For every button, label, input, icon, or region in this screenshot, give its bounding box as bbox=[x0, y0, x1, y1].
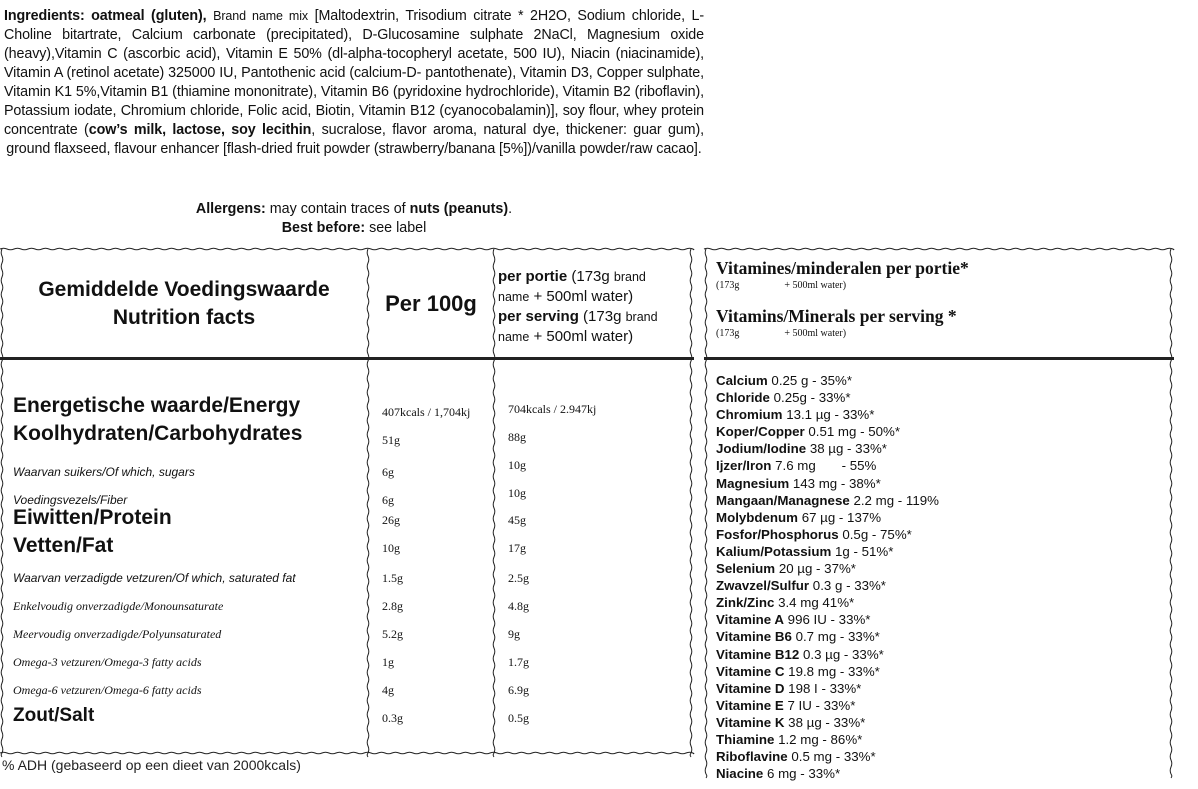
row-serving: 10g bbox=[508, 458, 526, 472]
vitamin-name: Thiamine bbox=[716, 731, 775, 747]
vitamin-name: Magnesium bbox=[716, 475, 790, 491]
vitamin-value: 0.5 mg - 33%* bbox=[787, 749, 876, 765]
ingredients-label: Ingredients: oatmeal (gluten), bbox=[4, 8, 207, 24]
vitamin-name: Chloride bbox=[716, 390, 770, 406]
nutrition-title-en: Nutrition facts bbox=[112, 305, 256, 329]
vsub-nl-a: (173g bbox=[716, 280, 740, 291]
vitamin-name: Zink/Zinc bbox=[716, 595, 775, 611]
vitamin-value: 38 µg - 33%* bbox=[784, 714, 866, 730]
vitamin-item bbox=[716, 697, 939, 714]
vitamin-name: Vitamine B12 bbox=[716, 646, 800, 662]
allergens-label: Allergens: bbox=[195, 201, 266, 217]
row-serving: 6.9g bbox=[508, 683, 529, 697]
row-serving: 45g bbox=[508, 513, 526, 527]
vitamin-value: 6 mg - 33%* bbox=[763, 766, 841, 782]
vitamin-item bbox=[716, 577, 939, 594]
serv-en-bold: per serving bbox=[498, 308, 579, 325]
serv-en-a: (173g bbox=[578, 308, 626, 325]
vitamin-item bbox=[716, 526, 939, 543]
vitamin-value: 67 µg - 137% bbox=[798, 509, 882, 525]
vitamin-value: 3.4 mg 41%* bbox=[774, 595, 855, 611]
row-per100: 4g bbox=[382, 683, 394, 697]
allergens-text: may contain traces of bbox=[265, 201, 410, 217]
vsub-en-a: (173g bbox=[716, 328, 740, 339]
serv-name: name bbox=[498, 290, 530, 304]
vitamin-name: Vitamine D bbox=[716, 680, 785, 696]
row-serving: 10g bbox=[508, 486, 526, 500]
vitamin-value: 0.3 g - 33%* bbox=[809, 578, 886, 594]
allergens-end: . bbox=[508, 201, 513, 217]
vitamin-item bbox=[716, 406, 939, 423]
row-per100: 6g bbox=[382, 493, 394, 507]
nutrition-row bbox=[0, 534, 694, 562]
vitamin-value: 2.2 mg - 119% bbox=[849, 492, 939, 508]
row-per100: 1g bbox=[382, 655, 394, 669]
vitamins-list bbox=[716, 372, 939, 782]
vitamin-item bbox=[716, 594, 939, 611]
row-serving: 9g bbox=[508, 627, 520, 641]
vitamin-item bbox=[716, 492, 939, 509]
vitamins-heading-nl: Vitamines/minderalen per portie* bbox=[716, 258, 969, 278]
vitamin-name: Vitamine E bbox=[716, 697, 784, 713]
vitamin-item bbox=[716, 765, 939, 782]
vitamin-item bbox=[716, 628, 939, 645]
row-serving: 17g bbox=[508, 541, 526, 555]
row-serving: 704kcals / 2.947kj bbox=[508, 402, 597, 416]
row-label: Omega-6 vetzuren/Omega-6 fatty acids bbox=[13, 683, 202, 697]
vitamins-heading-en: Vitamins/Minerals per serving * bbox=[716, 306, 957, 326]
vitamin-name: Ijzer/Iron bbox=[716, 458, 772, 474]
vitamin-name: Riboflavine bbox=[716, 749, 788, 765]
row-label: Eiwitten/Protein bbox=[13, 506, 172, 529]
vitamin-value: 198 I - 33%* bbox=[784, 680, 862, 696]
vitamin-item bbox=[716, 611, 939, 628]
serv-nl-b: + 500ml water) bbox=[529, 288, 634, 305]
vitamin-value: 143 mg - 38%* bbox=[789, 475, 881, 491]
vitamins-table bbox=[704, 247, 1174, 782]
vitamin-name: Molybdenum bbox=[716, 509, 798, 525]
row-label: Omega-3 vetzuren/Omega-3 fatty acids bbox=[13, 655, 202, 669]
vitamin-value: 1.2 mg - 86%* bbox=[774, 731, 863, 747]
vitamin-item bbox=[716, 457, 939, 474]
row-per100: 1.5g bbox=[382, 571, 403, 585]
vitamin-item bbox=[716, 731, 939, 748]
vitamin-name: Niacine bbox=[716, 766, 764, 782]
allergens-block bbox=[4, 200, 704, 238]
vitamin-item bbox=[716, 372, 939, 389]
nutrition-row bbox=[0, 705, 694, 733]
vitamin-name: Vitamine C bbox=[716, 663, 785, 679]
vitamin-item bbox=[716, 748, 939, 765]
nutrition-title bbox=[0, 247, 368, 360]
vitamin-item bbox=[716, 423, 939, 440]
ingredients-part1: [Maltodextrin, Trisodium citrate * 2H2O, Sodium chloride, L-Choline bitartrate, Calcium carbonate (precipitated), D-Glucosamine sulphate 2NaCl, Magnesium oxide (heavy),Vitamin C (ascorbic acid), Vitamin E 50% (dl-alpha-tocopheryl acetate, 500 IU), Niacin (niacinamide), Vitamin A (retinol acetate) 325000 IU, Pantothenic acid (calcium-D- pantothenate), Vitamin D3, Copper sulphate, Vitamin K1 5%,Vitamin B1 (thiamine mononitrate), Vitamin B6 (pyridoxine hydrochloride), Vitamin B2 (riboflavin), Potassium iodate, Chromium chloride, Folic acid, Biotin, Vitamin B12 (cyanocobalamin)], soy flour, whey protein concentrate ( bbox=[4, 8, 705, 138]
vitamin-value: 13.1 µg - 33%* bbox=[782, 407, 875, 423]
vitamin-value: 7 IU - 33%* bbox=[783, 697, 856, 713]
vitamin-item bbox=[716, 509, 939, 526]
row-serving: 88g bbox=[508, 430, 526, 444]
vitamin-item bbox=[716, 440, 939, 457]
col-header-serving bbox=[498, 257, 692, 357]
vitamin-value: 996 IU - 33%* bbox=[783, 612, 871, 628]
vitamin-item bbox=[716, 475, 939, 492]
row-per100: 0.3g bbox=[382, 711, 403, 725]
vitamin-item bbox=[716, 560, 939, 577]
vitamins-sub-nl bbox=[716, 280, 846, 291]
allergens-nuts: nuts (peanuts) bbox=[409, 201, 509, 217]
vitamin-name: Zwavzel/Sulfur bbox=[716, 578, 810, 594]
vsub-en-b: + 500ml water) bbox=[784, 328, 847, 339]
row-per100: 10g bbox=[382, 541, 400, 555]
nutrition-title-nl: Gemiddelde Voedingswaarde bbox=[38, 277, 330, 301]
nutrition-table bbox=[0, 247, 694, 778]
serv-en-b: + 500ml water) bbox=[529, 328, 634, 345]
vsub-nl-b: + 500ml water) bbox=[784, 280, 847, 291]
vitamin-value: 0.7 mg - 33%* bbox=[791, 629, 880, 645]
row-serving: 0.5g bbox=[508, 711, 529, 725]
row-per100: 51g bbox=[382, 433, 400, 447]
row-label: Zout/Salt bbox=[13, 705, 95, 726]
vitamin-item bbox=[716, 680, 939, 697]
ingredients-part2: , sucralose, flavor aroma, natural dye, thickener: guar gum), ground flaxseed, flavour enhancer [flash-dried fruit powder (strawberry/banana [5%])/vanilla powder/raw cacao]. bbox=[6, 122, 704, 157]
vitamin-name: Calcium bbox=[716, 373, 768, 388]
vitamin-value: 20 µg - 37%* bbox=[775, 561, 856, 577]
row-serving: 1.7g bbox=[508, 655, 529, 669]
vitamin-value: 0.51 mg - 50%* bbox=[804, 424, 901, 440]
vitamin-value: 0.25g - 33%* bbox=[769, 390, 851, 406]
row-label: Meervoudig onverzadigde/Polyunsaturated bbox=[13, 627, 222, 641]
row-label: Voedingsvezels/Fiber bbox=[13, 493, 128, 507]
row-label: Vetten/Fat bbox=[13, 534, 114, 557]
vitamin-name: Kalium/Potassium bbox=[716, 543, 832, 559]
row-serving: 4.8g bbox=[508, 599, 529, 613]
vitamin-item bbox=[716, 646, 939, 663]
nutrition-row bbox=[0, 506, 694, 534]
ingredients-brand: Brand name mix bbox=[213, 9, 309, 23]
row-per100: 26g bbox=[382, 513, 400, 527]
vitamin-value: 38 µg - 33%* bbox=[806, 441, 887, 457]
best-before-label: Best before: bbox=[281, 220, 366, 236]
row-serving: 2.5g bbox=[508, 571, 529, 585]
nutrition-row bbox=[0, 394, 694, 422]
vitamin-name: Koper/Copper bbox=[716, 424, 805, 440]
row-label: Energetische waarde/Energy bbox=[13, 394, 301, 417]
vitamin-name: Fosfor/Phosphorus bbox=[716, 526, 839, 542]
row-label: Waarvan verzadigde vetzuren/Of which, saturated fat bbox=[13, 571, 296, 585]
vitamin-value: 0.3 µg - 33%* bbox=[799, 646, 884, 662]
row-per100: 2.8g bbox=[382, 599, 403, 613]
ingredients-allergen-bold: cow’s milk, lactose, soy lecithin bbox=[88, 122, 312, 138]
ingredients-text bbox=[4, 7, 704, 159]
row-per100: 5.2g bbox=[382, 627, 403, 641]
vitamin-value: 0.5g - 75%* bbox=[838, 526, 912, 542]
vitamin-item bbox=[716, 389, 939, 406]
row-per100: 6g bbox=[382, 465, 394, 479]
vitamin-value: 1g - 51%* bbox=[831, 543, 894, 559]
serv-nl-a: (173g bbox=[567, 268, 614, 285]
vitamin-name: Vitamine B6 bbox=[716, 629, 792, 645]
vitamin-value: 19.8 mg - 33%* bbox=[784, 663, 880, 679]
serv-brand: brand bbox=[613, 270, 646, 284]
footnote: % ADH (gebaseerd op een dieet van 2000kcals) bbox=[2, 757, 301, 773]
col-header-per100: Per 100g bbox=[385, 290, 477, 316]
serv-en-name: name bbox=[498, 330, 530, 344]
best-before-text: see label bbox=[365, 220, 427, 236]
vitamin-name: Chromium bbox=[716, 407, 783, 423]
vitamin-item bbox=[716, 714, 939, 731]
row-label: Waarvan suikers/Of which, sugars bbox=[13, 465, 195, 479]
vitamin-name: Vitamine K bbox=[716, 714, 785, 730]
row-label: Enkelvoudig onverzadigde/Monounsaturate bbox=[13, 599, 224, 613]
nutrition-row bbox=[0, 422, 694, 450]
vitamin-name: Jodium/Iodine bbox=[716, 441, 807, 457]
row-label: Koolhydraten/Carbohydrates bbox=[13, 422, 303, 445]
serv-nl-bold: per portie bbox=[498, 268, 568, 285]
vitamins-sub-en bbox=[716, 328, 846, 339]
vitamin-value: 0.25 g - 35%* bbox=[767, 373, 853, 388]
row-per100: 407kcals / 1,704kj bbox=[382, 405, 471, 419]
vitamin-name: Vitamine A bbox=[716, 612, 784, 628]
vitamin-item bbox=[716, 543, 939, 560]
vitamin-name: Selenium bbox=[716, 561, 776, 577]
vitamin-value: 7.6 mg - 55% bbox=[771, 458, 877, 474]
vitamin-name: Mangaan/Managnese bbox=[716, 492, 850, 508]
serv-en-brand: brand bbox=[625, 310, 658, 324]
vitamin-item bbox=[716, 663, 939, 680]
